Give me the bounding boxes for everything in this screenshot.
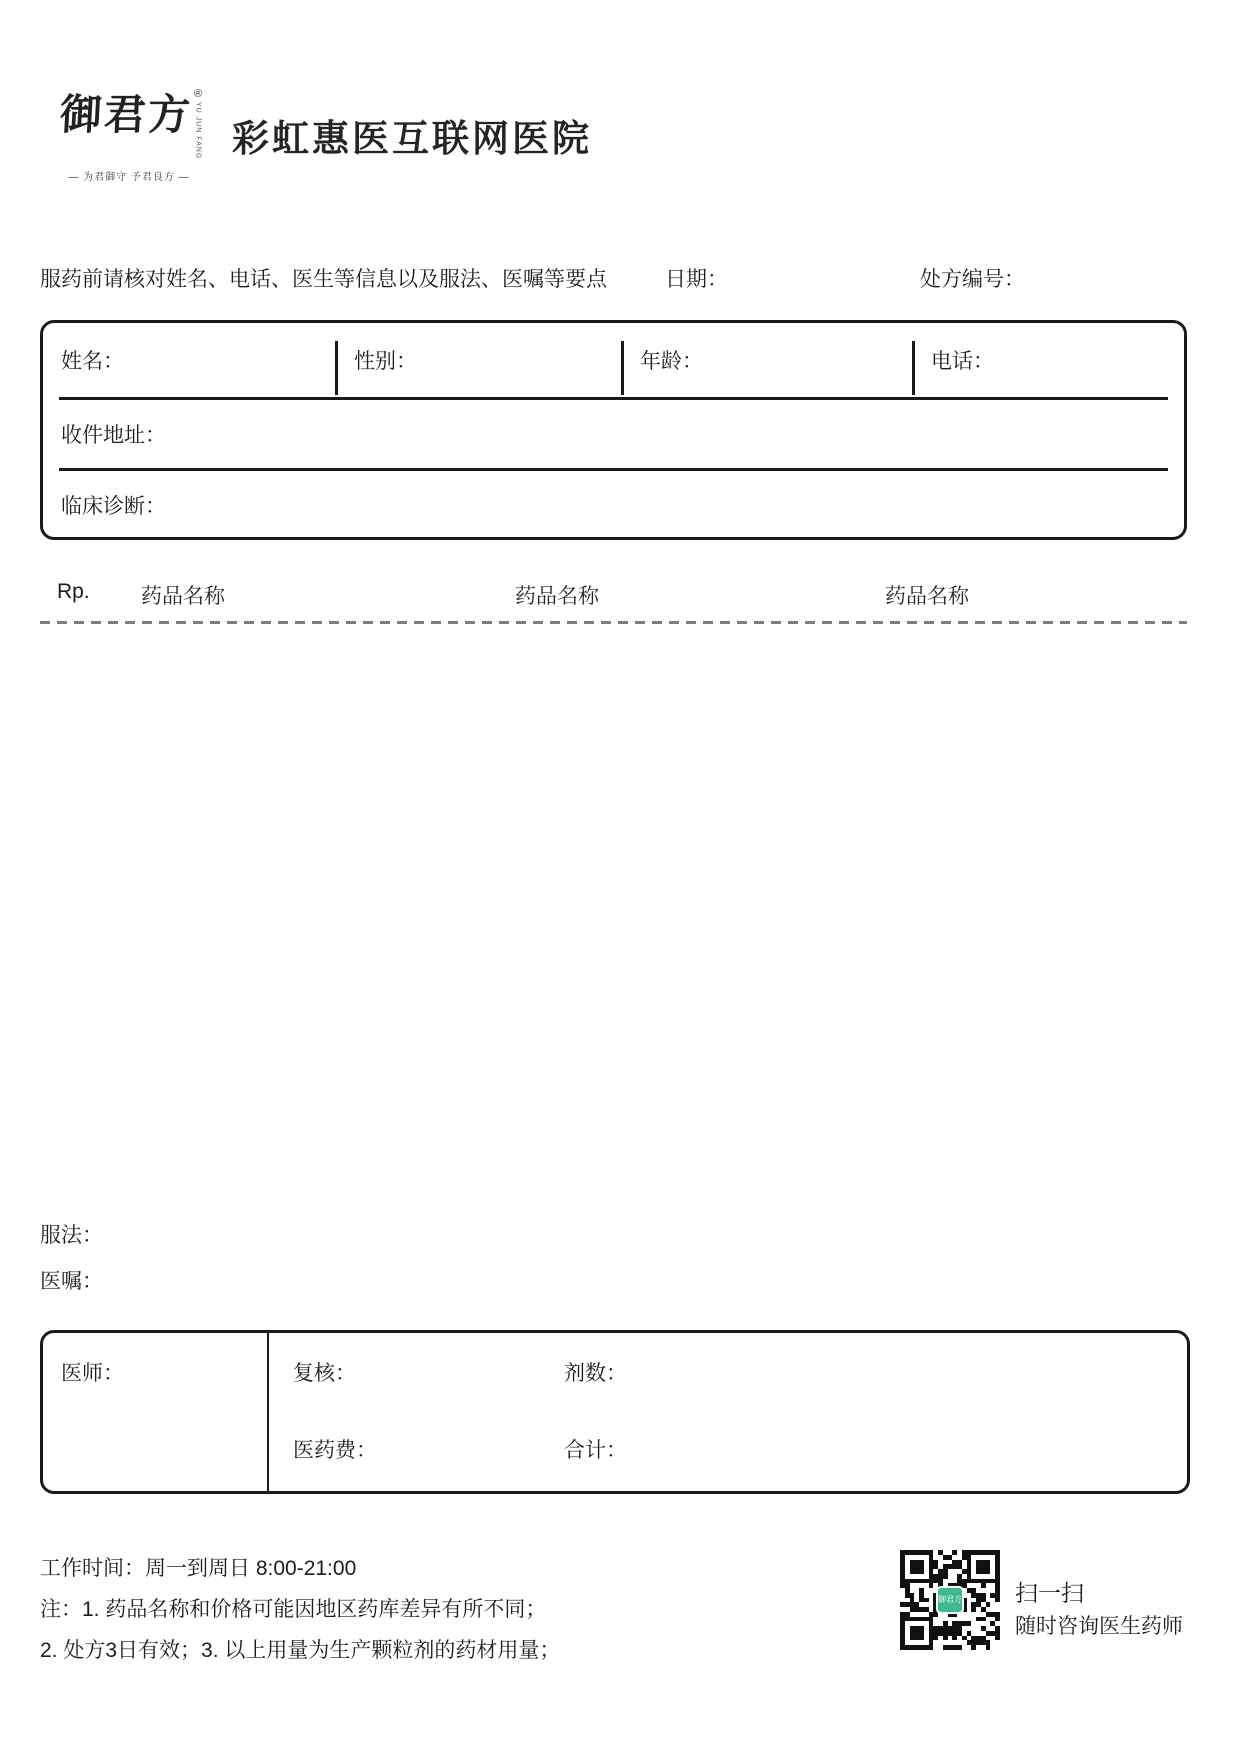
brand-logo-text: 御君方 — [58, 90, 194, 139]
date-label: 日期： — [665, 268, 728, 291]
name-label: 姓名： — [61, 350, 124, 373]
address-field — [43, 400, 1184, 468]
doctor-label: 医师： — [61, 1362, 124, 1385]
gender-field — [336, 323, 622, 397]
brand-logo — [58, 88, 210, 184]
check-reminder-text: 服药前请核对姓名、电话、医生等信息以及服法、医嘱等要点 — [40, 268, 607, 291]
patient-info-box — [40, 320, 1187, 540]
review-label: 复核： — [293, 1362, 356, 1385]
qr-center-logo — [936, 1586, 964, 1614]
wechat-qr-code — [900, 1550, 1000, 1650]
signoff-right-pane — [269, 1333, 1187, 1491]
advice-label: 医嘱： — [40, 1270, 103, 1293]
rp-label: Rp. — [57, 580, 90, 603]
patient-row-basic — [43, 323, 1184, 397]
brand-tagline: — 为君御守 予君良方 — — [68, 172, 190, 184]
work-hours-text: 工作时间：周一到周日 8:00-21:00 — [40, 1557, 357, 1580]
drug-name-column-header-1: 药品名称 — [141, 585, 225, 608]
registered-trademark-icon: ® — [194, 88, 203, 100]
drug-name-column-header-3: 药品名称 — [885, 585, 969, 608]
scan-subtitle: 随时咨询医生药师 — [1015, 1615, 1183, 1638]
name-field — [43, 323, 336, 397]
footer-note-1: 注：1. 药品名称和价格可能因地区药库差异有所不同； — [40, 1598, 547, 1621]
usage-label: 服法： — [40, 1224, 103, 1247]
age-label: 年龄： — [640, 350, 703, 373]
drug-name-column-header-2: 药品名称 — [515, 585, 599, 608]
total-label: 合计： — [564, 1439, 627, 1462]
diagnosis-label: 临床诊断： — [61, 495, 166, 518]
gender-label: 性别： — [354, 350, 417, 373]
dose-count-label: 剂数： — [564, 1362, 627, 1385]
qr-center-logo-text: 御君方 — [938, 1595, 962, 1604]
fee-label: 医药费： — [293, 1439, 377, 1462]
phone-label: 电话： — [931, 350, 994, 373]
brand-logo-pinyin: YU JUN FANG — [194, 102, 202, 160]
footer-note-2: 2. 处方3日有效；3. 以上用量为生产颗粒剂的药材用量； — [40, 1639, 561, 1662]
phone-field — [913, 323, 1184, 397]
address-label: 收件地址： — [61, 424, 166, 447]
rp-dashed-divider — [40, 621, 1187, 624]
doctor-field — [43, 1333, 269, 1491]
prescription-number-label: 处方编号： — [920, 268, 1025, 291]
age-field — [622, 323, 913, 397]
signoff-box — [40, 1330, 1190, 1494]
scan-title: 扫一扫 — [1015, 1580, 1084, 1606]
diagnosis-field — [43, 471, 1184, 539]
hospital-name-title: 彩虹惠医互联网医院 — [232, 118, 592, 159]
signoff-row-2 — [293, 1434, 1187, 1464]
signoff-row-1 — [293, 1357, 1187, 1387]
